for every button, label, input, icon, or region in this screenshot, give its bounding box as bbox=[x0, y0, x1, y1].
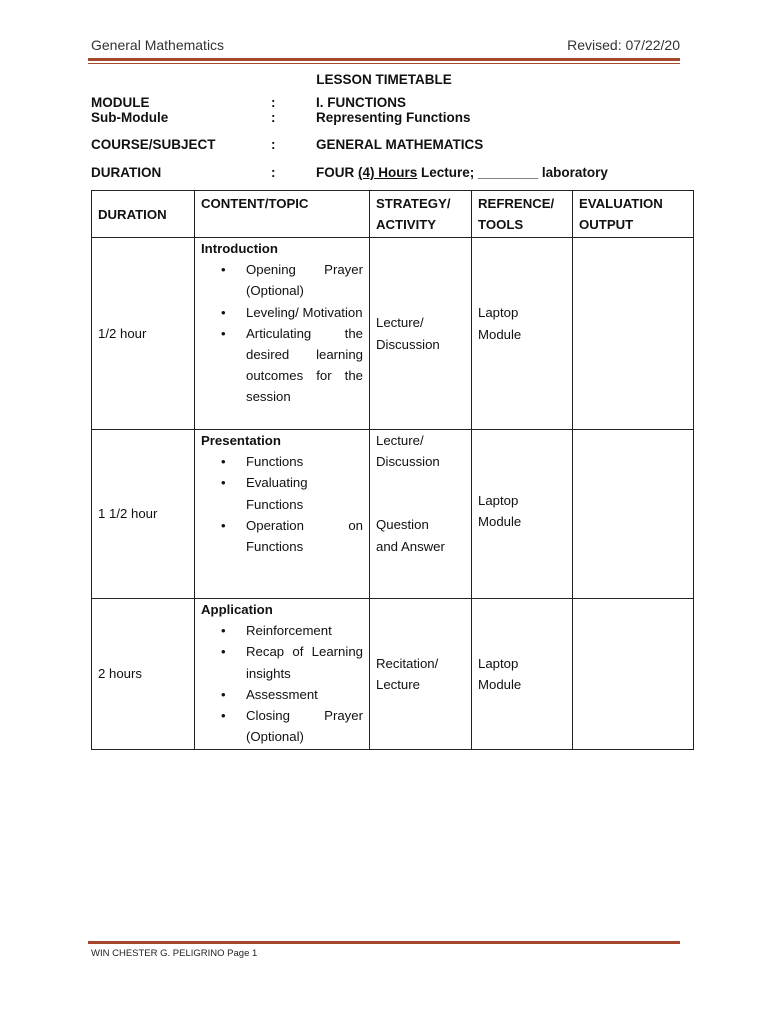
footer-author-page: WIN CHESTER G. PELIGRINO Page 1 bbox=[91, 948, 258, 959]
header-rule bbox=[88, 58, 680, 61]
topic-list bbox=[201, 620, 363, 747]
header-evaluation-2: OUTPUT bbox=[579, 217, 634, 233]
row-strategy bbox=[370, 430, 472, 599]
list-item: • Reinforcement bbox=[201, 620, 363, 641]
header-content: CONTENT/TOPIC bbox=[195, 191, 370, 238]
meta-duration-label: DURATION bbox=[91, 165, 162, 180]
header-strategy-1: STRATEGY/ bbox=[376, 196, 451, 211]
row-evaluation bbox=[573, 599, 694, 750]
row-strategy bbox=[370, 599, 472, 750]
topic-list bbox=[201, 451, 363, 557]
meta-colon: : bbox=[271, 95, 276, 110]
table-row bbox=[92, 238, 694, 430]
list-item: • Closing Prayer (Optional) bbox=[201, 705, 363, 747]
tools-line: Laptop bbox=[478, 655, 519, 671]
duration-suffix: Lecture; ________ laboratory bbox=[417, 165, 608, 180]
list-item: • Leveling/ Motivation bbox=[201, 302, 363, 323]
list-item: • Articulating the desired learning outcomes for the session bbox=[201, 323, 363, 408]
footer-rule bbox=[88, 941, 680, 944]
table-header-row bbox=[92, 191, 694, 238]
meta-colon: : bbox=[271, 110, 276, 125]
row-duration: 2 hours bbox=[92, 599, 195, 750]
row-section-title: Application bbox=[201, 602, 273, 617]
duration-prefix: FOUR bbox=[316, 165, 358, 180]
table-row bbox=[92, 430, 694, 599]
header-reference-1: REFRENCE/ bbox=[478, 196, 555, 211]
lesson-timetable bbox=[91, 190, 694, 750]
table-row bbox=[92, 599, 694, 750]
row-duration: 1 1/2 hour bbox=[92, 430, 195, 599]
strategy-line: and Answer bbox=[376, 538, 445, 554]
strategy-line: Lecture/ bbox=[376, 433, 424, 448]
header-evaluation bbox=[573, 191, 694, 238]
meta-submodule-value: Representing Functions bbox=[316, 110, 471, 125]
row-tools bbox=[472, 430, 573, 599]
list-item: • Operation on Functions bbox=[201, 515, 363, 557]
page-title: LESSON TIMETABLE bbox=[316, 72, 452, 87]
row-content bbox=[195, 238, 370, 430]
header-subject: General Mathematics bbox=[91, 37, 225, 53]
header-reference-2: TOOLS bbox=[478, 217, 524, 233]
list-item: • Functions bbox=[201, 451, 363, 472]
tools-line: Laptop bbox=[478, 305, 519, 321]
topic-list bbox=[201, 259, 363, 407]
strategy-line: Lecture/ bbox=[376, 315, 424, 331]
list-item: • Opening Prayer (Optional) bbox=[201, 259, 363, 301]
duration-hours: (4) Hours bbox=[358, 165, 418, 180]
header-reference bbox=[472, 191, 573, 238]
list-item: • Recap of Learning insights bbox=[201, 641, 363, 683]
row-section-title: Introduction bbox=[201, 241, 278, 256]
header-evaluation-1: EVALUATION bbox=[579, 196, 663, 211]
meta-colon: : bbox=[271, 165, 276, 180]
row-evaluation bbox=[573, 238, 694, 430]
row-strategy bbox=[370, 238, 472, 430]
meta-submodule-label: Sub-Module bbox=[91, 110, 169, 125]
row-evaluation bbox=[573, 430, 694, 599]
row-tools bbox=[472, 599, 573, 750]
tools-line: Laptop bbox=[478, 492, 519, 508]
meta-module-label: MODULE bbox=[91, 95, 150, 110]
list-item: • Evaluating Functions bbox=[201, 472, 363, 514]
row-content bbox=[195, 430, 370, 599]
tools-line: Module bbox=[478, 326, 522, 342]
strategy-line: Discussion bbox=[376, 336, 440, 352]
header-duration: DURATION bbox=[92, 191, 195, 238]
strategy-line: Recitation/ bbox=[376, 655, 439, 671]
strategy-line: Lecture bbox=[376, 677, 420, 692]
header-strategy bbox=[370, 191, 472, 238]
meta-module-value: I. FUNCTIONS bbox=[316, 95, 406, 110]
row-content bbox=[195, 599, 370, 750]
row-duration: 1/2 hour bbox=[92, 238, 195, 430]
tools-line: Module bbox=[478, 677, 522, 692]
header-revised-date: Revised: 07/22/20 bbox=[567, 37, 680, 53]
header-rule-thin bbox=[88, 63, 680, 64]
meta-duration-value bbox=[316, 165, 608, 180]
row-tools bbox=[472, 238, 573, 430]
strategy-line: Discussion bbox=[376, 454, 440, 470]
list-item: • Assessment bbox=[201, 684, 363, 705]
strategy-line: Question bbox=[376, 517, 429, 533]
header-strategy-2: ACTIVITY bbox=[376, 217, 437, 233]
meta-colon: : bbox=[271, 137, 276, 152]
tools-line: Module bbox=[478, 514, 522, 529]
meta-course-value: GENERAL MATHEMATICS bbox=[316, 137, 484, 152]
meta-course-label: COURSE/SUBJECT bbox=[91, 137, 216, 152]
row-section-title: Presentation bbox=[201, 433, 281, 448]
